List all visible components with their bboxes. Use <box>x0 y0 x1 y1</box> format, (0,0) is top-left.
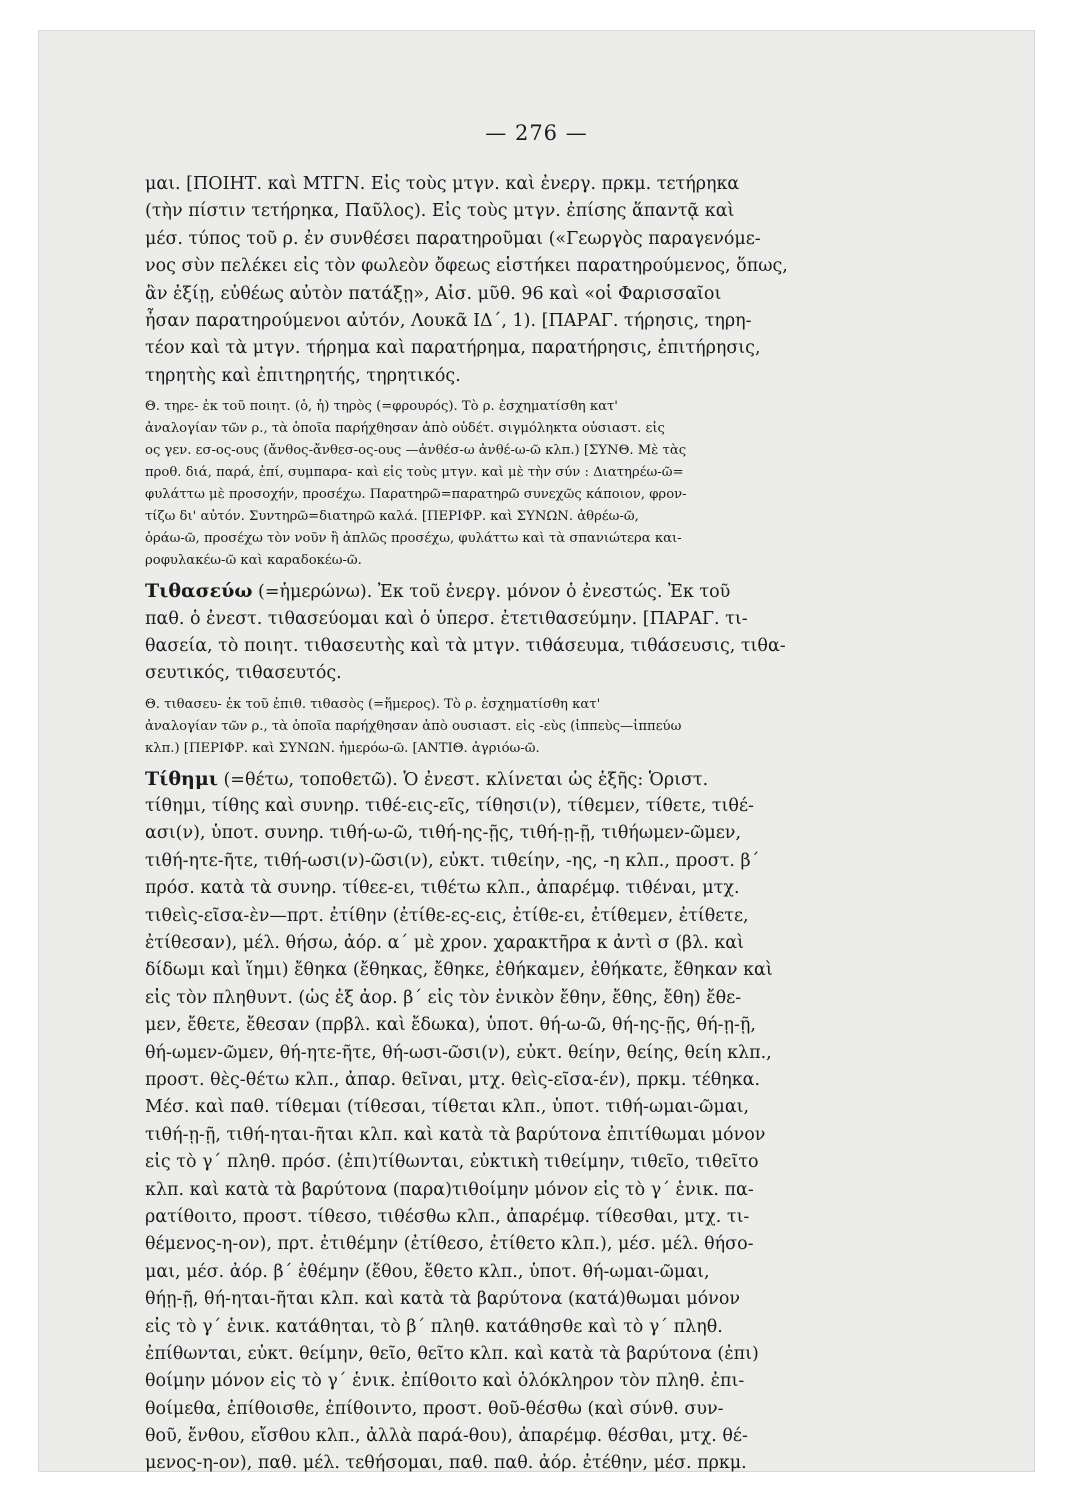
note-line: ος γεν. εσ-ος-ους (ἄνθος-ἄνθεσ-ος-ους —ἀνθέσ-ω ἀνθέ-ω-ῶ κλπ.) [ΣΥΝΘ. Μὲ τὰς <box>145 443 687 459</box>
note-line: ὁράω-ῶ, προσέχω τὸν νοῦν ἢ ἁπλῶς προσέχω, φυλάττω καὶ τὰ σπανιώτερα και- <box>145 531 682 547</box>
text-line: ἂν ἐξίῃ, εὐθέως αὐτὸν πατάξῃ», Αἰσ. μῦθ. 96 καὶ «οἱ Φαρισσαῖοι <box>145 283 722 304</box>
text-line: τιθεὶς-εῖσα-ὲν—πρτ. ἐτίθην (ἐτίθε-ες-εις, ἐτίθε-ει, ἐτίθεμεν, ἐτίθετε, <box>145 905 749 926</box>
text-line: προστ. θὲς-θέτω κλπ., ἀπαρ. θεῖναι, μτχ. θεὶς-εῖσα-έν), πρκμ. τέθηκα. <box>145 1069 761 1090</box>
text-line <box>145 578 955 605</box>
headword: Τίθημι <box>145 767 218 790</box>
text-line: εἰς τὸ γ΄ πληθ. πρόσ. (ἐπι)τίθωνται, εὐκτικὴ τιθείμην, τιθεῖο, τιθεῖτο <box>145 1152 759 1173</box>
book-page <box>38 30 1035 1472</box>
entry-tithemi <box>145 766 955 1478</box>
text-line: μενος-η-ον), παθ. μέλ. τεθήσομαι, παθ. παθ. ἀόρ. ἐτέθην, μέσ. πρκμ. <box>145 1453 747 1474</box>
note-line: ἀναλογίαν τῶν ρ., τὰ ὁποῖα παρήχθησαν ἀπὸ ουσιαστ. εἰς -εὺς (ἱππεὺς—ἱππεύω <box>145 718 682 734</box>
text-line: θασεία, τὸ ποιητ. τιθασευτὴς καὶ τὰ μτγν. τιθάσευμα, τιθάσευσις, τιθα- <box>145 635 786 656</box>
note-line: κλπ.) [ΠΕΡΙΦΡ. καὶ ΣΥΝΩΝ. ἡμερόω-ῶ. [ΑΝΤΙΘ. ἀγριόω-ῶ. <box>145 740 540 756</box>
note-line: προθ. διά, παρά, ἐπί, συμπαρα- καὶ εἰς τοὺς μτγν. καὶ μὲ τὴν σύν : Διατηρέω-ῶ= <box>145 465 684 481</box>
text-line: τίθημι, τίθης καὶ συνηρ. τιθέ-εις-εῖς, τίθησι(ν), τίθεμεν, τίθετε, τιθέ- <box>145 796 754 817</box>
text-line: τιθή-ητε-ῆτε, τιθή-ωσι(ν)-ῶσι(ν), εὐκτ. τιθείην, -ης, -η κλπ., προστ. β΄ <box>145 850 760 871</box>
text-line: τιθή-ῃ-ῇ, τιθή-ηται-ῆται κλπ. καὶ κατὰ τὰ βαρύτονα ἐπιτίθωμαι μόνον <box>145 1124 766 1145</box>
text-line: σευτικός, τιθασευτός. <box>145 663 342 684</box>
text-line: ασι(ν), ὑποτ. συνηρ. τιθή-ω-ῶ, τιθή-ης-ῇς, τιθή-ῃ-ῇ, τιθήωμεν-ῶμεν, <box>145 823 742 844</box>
note-line: Θ. τηρε- ἐκ τοῦ ποιητ. (ὁ, ἡ) τηρὸς (=φρουρός). Τὸ ρ. ἐσχηματίσθη κατ' <box>145 399 618 415</box>
text-line: θήῃ-ῇ, θή-ηται-ῆται κλπ. καὶ κατὰ τὰ βαρύτονα (κατά)θωμαι μόνον <box>145 1289 740 1310</box>
text-line: θή-ωμεν-ῶμεν, θή-ητε-ῆτε, θή-ωσι-ῶσι(ν), εὐκτ. θείην, θείης, θείη κλπ., <box>145 1042 772 1063</box>
text-line: ρατίθοιτο, προστ. τίθεσο, τιθέσθω κλπ., ἀπαρέμφ. τίθεσθαι, μτχ. τι- <box>145 1206 750 1227</box>
text-line: τηρητὴς καὶ ἐπιτηρητής, τηρητικός. <box>145 365 461 386</box>
text-line: παθ. ὁ ἐνεστ. τιθασεύομαι καὶ ὁ ὑπερσ. ἐτετιθασεύμην. [ΠΑΡΑΓ. τι- <box>145 608 748 629</box>
text-line: θοίμεθα, ἐπίθοισθε, ἐπίθοιντο, προστ. θοῦ-θέσθω (καὶ σύνθ. συν- <box>145 1398 724 1419</box>
text-line <box>145 766 955 793</box>
text-line: νος σὺν πελέκει εἰς τὸν φωλεὸν ὄφεως εἱστήκει παρατηρούμενος, ὅπως, <box>145 256 788 277</box>
note-line: φυλάττω μὲ προσοχήν, προσέχω. Παρατηρῶ=παρατηρῶ συνεχῶς κάποιον, φρον- <box>145 487 687 503</box>
note-line: Θ. τιθασευ- ἐκ τοῦ ἐπιθ. τιθασὸς (=ἥμερος). Τὸ ρ. ἐσχηματίσθη κατ' <box>145 696 601 712</box>
text-fragment: (=θέτω, τοποθετῶ). Ὁ ἐνεστ. κλίνεται ὡς ἑξῆς: Ὁριστ. <box>217 769 709 790</box>
note-line: ἀναλογίαν τῶν ρ., τὰ ὁποῖα παρήχθησαν ἀπὸ οὐδέτ. σιγμόληκτα οὐσιαστ. εἰς <box>145 421 665 437</box>
text-line: θοῦ, ἔνθου, εἴσθου κλπ., ἀλλὰ παρά-θου), ἀπαρέμφ. θέσθαι, μτχ. θέ- <box>145 1426 748 1447</box>
page-number: — 276 — <box>485 121 588 145</box>
text-line: εἰς τὸ γ΄ ἑνικ. κατάθηται, τὸ β΄ πληθ. κατάθησθε καὶ τὸ γ΄ πληθ. <box>145 1316 723 1337</box>
text-line: ἐτίθεσαν), μέλ. θήσω, ἀόρ. α΄ μὲ χρον. χαρακτῆρα κ ἀντὶ σ (βλ. καὶ <box>145 933 744 954</box>
text-line: ἐπίθωνται, εὐκτ. θείμην, θεῖο, θεῖτο κλπ. καὶ κατὰ τὰ βαρύτονα (ἐπι) <box>145 1343 759 1364</box>
text-line: κλπ. καὶ κατὰ τὰ βαρύτονα (παρα)τιθοίμην μόνον εἰς τὸ γ΄ ἑνικ. πα- <box>145 1179 754 1200</box>
text-fragment: (=ἡμερώνω). Ἐκ τοῦ ἐνεργ. μόνον ὁ ἐνεστώς. Ἐκ τοῦ <box>252 582 731 603</box>
text-line: μαι, μέσ. ἀόρ. β΄ ἐθέμην (ἔθου, ἔθετο κλπ., ὑποτ. θή-ωμαι-ῶμαι, <box>145 1261 710 1282</box>
page-text <box>145 171 955 1478</box>
text-line: μαι. [ΠΟΙΗΤ. καὶ ΜΤΓΝ. Εἰς τοὺς μτγν. καὶ ἐνεργ. πρκμ. τετήρηκα <box>145 174 740 194</box>
text-line: μέσ. τύπος τοῦ ρ. ἐν συνθέσει παρατηροῦμαι («Γεωργὸς παραγενόμε- <box>145 228 761 249</box>
text-line: εἰς τὸν πληθυντ. (ὡς ἐξ ἀορ. β΄ εἰς τὸν ἑνικὸν ἔθην, ἔθης, ἔθη) ἔθε- <box>145 987 742 1008</box>
text-line: μεν, ἔθετε, ἔθεσαν (πρβλ. καὶ ἔδωκα), ὑποτ. θή-ω-ῶ, θή-ης-ῇς, θή-ῃ-ῇ, <box>145 1015 756 1036</box>
text-line: τέον καὶ τὰ μτγν. τήρημα καὶ παρατήρημα, παρατήρησις, ἐπιτήρησις, <box>145 338 761 359</box>
entry-tithaseuo <box>145 578 955 688</box>
entry-continuation <box>145 171 955 390</box>
headword: Τιθασεύω <box>145 580 253 603</box>
etymology-note <box>145 396 955 572</box>
note-line: τίζω δι' αὐτόν. Συντηρῶ=διατηρῶ καλά. [ΠΕΡΙΦΡ. καὶ ΣΥΝΩΝ. ἀθρέω-ῶ, <box>145 509 639 525</box>
text-line: δίδωμι καὶ ἵημι) ἔθηκα (ἔθηκας, ἔθηκε, ἐθήκαμεν, ἐθήκατε, ἔθηκαν καὶ <box>145 960 773 981</box>
text-line: (τὴν πίστιν τετήρηκα, Παῦλος). Εἰς τοὺς μτγν. ἐπίσης ἅπαντᾷ καὶ <box>145 201 735 222</box>
text-line: Μέσ. καὶ παθ. τίθεμαι (τίθεσαι, τίθεται κλπ., ὑποτ. τιθή-ωμαι-ῶμαι, <box>145 1097 750 1118</box>
text-line: θοίμην μόνον εἰς τὸ γ΄ ἑνικ. ἐπίθοιτο καὶ ὁλόκληρον τὸν πληθ. ἐπι- <box>145 1371 745 1392</box>
note-line: ροφυλακέω-ῶ καὶ καραδοκέω-ῶ. <box>145 553 362 569</box>
text-line: πρόσ. κατὰ τὰ συνηρ. τίθεε-ει, τιθέτω κλπ., ἀπαρέμφ. τιθέναι, μτχ. <box>145 878 740 899</box>
text-line: θέμενος-η-ον), πρτ. ἐτιθέμην (ἐτίθεσο, ἐτίθετο κλπ.), μέσ. μέλ. θήσο- <box>145 1234 754 1255</box>
text-line: ἦσαν παρατηρούμενοι αὐτόν, Λουκᾶ ΙΔ΄, 1). [ΠΑΡΑΓ. τήρησις, τηρη- <box>145 310 752 331</box>
etymology-note <box>145 694 955 760</box>
